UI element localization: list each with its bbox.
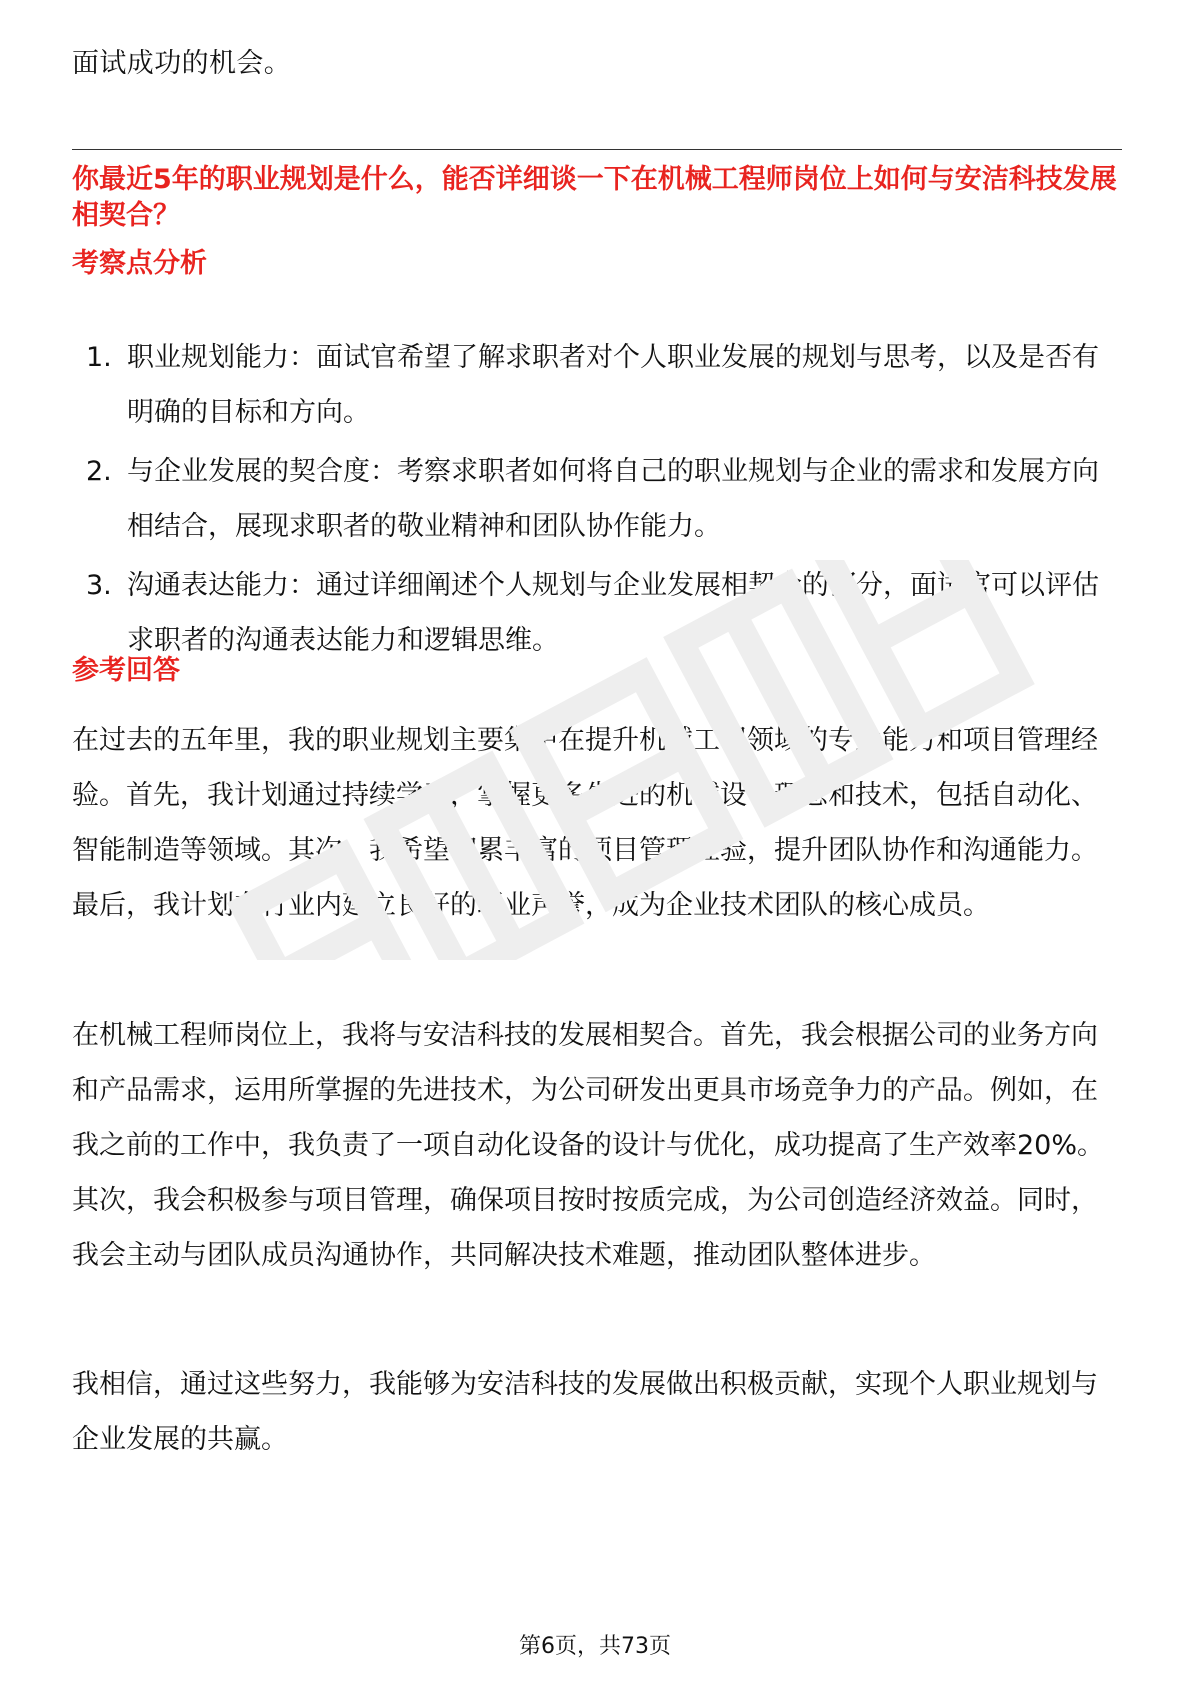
list-item-number: 1. bbox=[86, 342, 112, 373]
answer-title: 参考回答 bbox=[72, 655, 180, 686]
answer-paragraph: 在机械工程师岗位上，我将与安洁科技的发展相契合。首先，我会根据公司的业务方向和产品需求，运用所掌握的先进技术，为公司研发出更具市场竞争力的产品。例如，在我之前的工作中，我负责了一项自动化设备的设计与优化，成功提高了生产效率20%。其次，我会积极参与项目管理，确保项目按时按质完成，为公司创造经济效益。同时，我会主动与团队成员沟通协作，共同解决技术难题，推动团队整体进步。 bbox=[72, 1020, 1105, 1271]
intro-tail-text: 面试成功的机会。 bbox=[72, 48, 292, 79]
list-item-number: 3. bbox=[86, 570, 112, 601]
analysis-list bbox=[72, 330, 1122, 672]
list-item-text: 职业规划能力：面试官希望了解求职者对个人职业发展的规划与思考，以及是否有明确的目标和方向。 bbox=[127, 342, 1099, 428]
answer-paragraph: 我相信，通过这些努力，我能够为安洁科技的发展做出积极贡献，实现个人职业规划与企业发展的共赢。 bbox=[72, 1369, 1098, 1455]
list-item-text: 与企业发展的契合度：考察求职者如何将自己的职业规划与企业的需求和发展方向相结合，展现求职者的敬业精神和团队协作能力。 bbox=[127, 456, 1099, 542]
question-heading: 你最近5年的职业规划是什么，能否详细谈一下在机械工程师岗位上如何与安洁科技发展相契合？ bbox=[72, 164, 1117, 231]
answer-paragraph: 在过去的五年里，我的职业规划主要集中在提升机械工程领域的专业能力和项目管理经验。首先，我计划通过持续学习，掌握更多先进的机械设计理念和技术，包括自动化、智能制造等领域。其次，我希望积累丰富的项目管理经验，提升团队协作和沟通能力。最后，我计划在行业内建立良好的职业声誉，成为企业技术团队的核心成员。 bbox=[72, 725, 1098, 921]
list-item-number: 2. bbox=[86, 456, 112, 487]
analysis-title: 考察点分析 bbox=[72, 248, 207, 279]
page-footer: 第6页，共73页 bbox=[519, 1634, 671, 1659]
list-item bbox=[72, 444, 1122, 554]
section-divider bbox=[72, 149, 1122, 150]
list-item-text: 沟通表达能力：通过详细阐述个人规划与企业发展相契合的部分，面试官可以评估求职者的沟通表达能力和逻辑思维。 bbox=[127, 570, 1099, 656]
document-page bbox=[72, 0, 1122, 1684]
list-item bbox=[72, 330, 1122, 440]
list-item bbox=[72, 558, 1122, 668]
